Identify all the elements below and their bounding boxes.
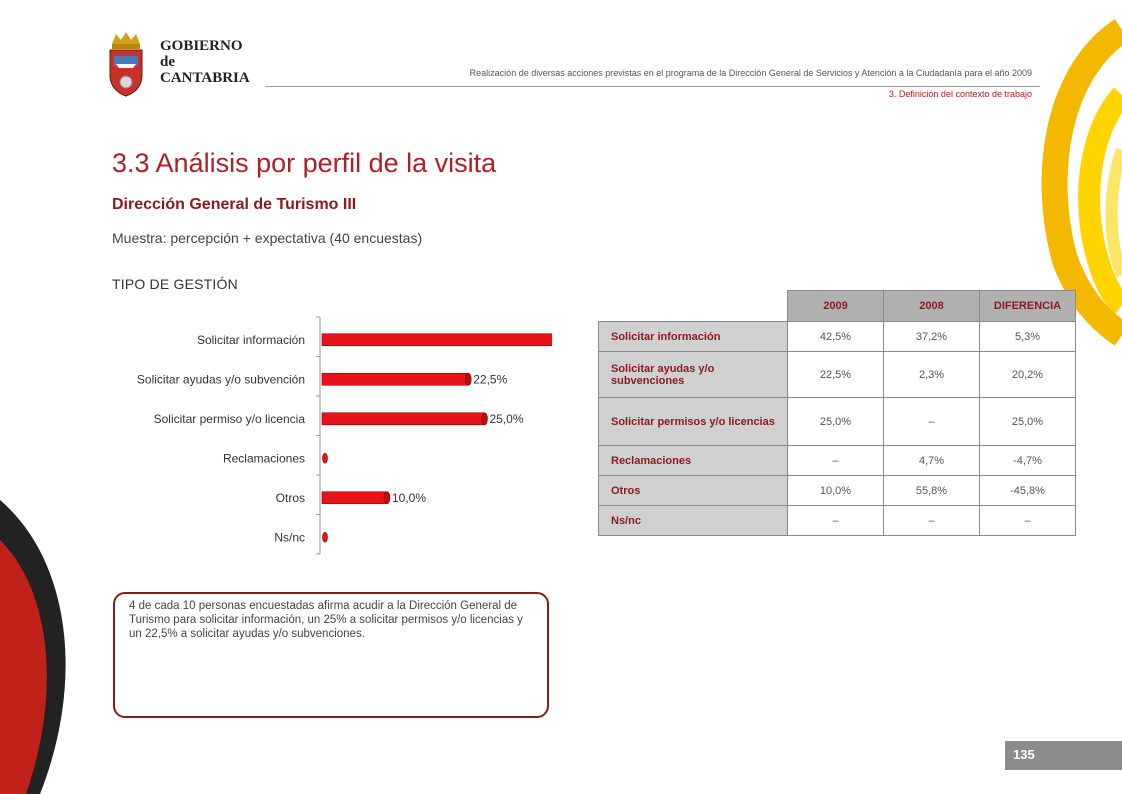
header-program-text: Realización de diversas acciones previstas en el programa de la Dirección General de Servicios y Atención a la Ciudadanía para el año 2009 [469,68,1032,78]
row-label: Solicitar ayudas y/o subvenciones [599,352,788,398]
row-label: Solicitar información [599,322,788,352]
value-2008: – [884,398,980,446]
column-header-2009: 2009 [788,291,884,322]
value-2009: – [788,506,884,536]
organization-name [160,38,250,86]
bar [322,334,552,346]
table-corner [599,291,788,322]
comparison-table [598,290,1076,536]
bar-end-cap [465,373,471,385]
value-diferencia: 20,2% [980,352,1076,398]
summary-note: 4 de cada 10 personas encuestadas afirma acudir a la Dirección General de Turismo para solicitar información, un 25% a solicitar permisos y/o licencias y un 22,5% a solicitar ayudas y/o subvenciones. [113,592,549,718]
bar-end-cap [384,492,390,504]
value-2008: – [884,506,980,536]
sample-description: Muestra: percepción + expectativa (40 encuestas) [112,230,423,246]
table-row [599,506,1076,536]
value-label: 22,5% [473,372,508,387]
table-row [599,352,1076,398]
header-divider [265,86,1040,87]
tipo-gestion-bar-chart [112,312,552,567]
value-2009: 42,5% [788,322,884,352]
bar-empty-marker [323,453,328,463]
page-title: 3.3 Análisis por perfil de la visita [112,148,497,178]
bar [322,373,468,385]
page-number-box [1005,741,1122,770]
row-label: Ns/nc [599,506,788,536]
page-number: 135 [1013,747,1035,762]
category-label: Reclamaciones [222,451,305,466]
value-2009: 22,5% [788,352,884,398]
value-2009: – [788,446,884,476]
value-label: 10,0% [392,490,427,505]
value-2009: 10,0% [788,476,884,506]
chart-section-title: TIPO DE GESTIÓN [112,276,238,292]
value-2008: 4,7% [884,446,980,476]
org-line-3: CANTABRIA [160,70,250,86]
row-label: Solicitar permisos y/o licencias [599,398,788,446]
category-label: Solicitar ayudas y/o subvención [136,372,305,387]
page-subtitle: Dirección General de Turismo III [112,196,357,213]
table-row [599,398,1076,446]
row-label: Otros [599,476,788,506]
value-2008: 37,2% [884,322,980,352]
category-label: Solicitar información [196,332,305,347]
row-label: Reclamaciones [599,446,788,476]
org-line-2: de [160,54,175,70]
value-diferencia: 5,3% [980,322,1076,352]
value-2008: 55,8% [884,476,980,506]
category-label: Otros [275,490,305,505]
bar [322,492,387,504]
category-label: Ns/nc [274,530,305,545]
value-2009: 25,0% [788,398,884,446]
value-diferencia: 25,0% [980,398,1076,446]
org-line-1: GOBIERNO [160,38,243,54]
table-row [599,446,1076,476]
bar-end-cap [482,413,488,425]
bar [322,413,485,425]
table-row [599,476,1076,506]
header-section-text: 3. Definición del contexto de trabajo [888,89,1032,99]
value-2008: 2,3% [884,352,980,398]
column-header-diferencia: DIFERENCIA [980,291,1076,322]
value-diferencia: -45,8% [980,476,1076,506]
value-label: 25,0% [489,411,524,426]
value-diferencia: – [980,506,1076,536]
table-row [599,322,1076,352]
bar-empty-marker [323,532,328,542]
value-diferencia: -4,7% [980,446,1076,476]
category-label: Solicitar permiso y/o licencia [153,411,305,426]
column-header-2008: 2008 [884,291,980,322]
